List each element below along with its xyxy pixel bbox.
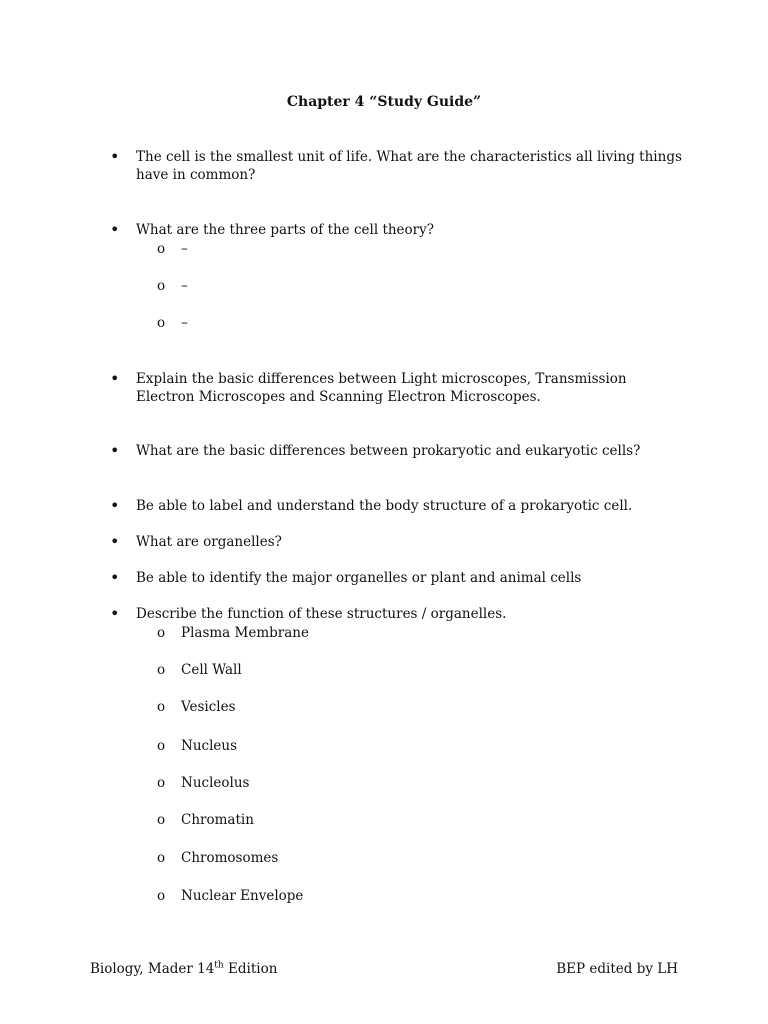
organelle-label: Chromatin	[181, 812, 254, 828]
question-text: The cell is the smallest unit of life. What are the characteristics all living things have in common?	[136, 149, 682, 183]
question-text: Be able to identify the major organelles or plant and animal cells	[136, 570, 582, 586]
circle-bullet-icon: o	[157, 812, 166, 828]
bullet-icon: •	[110, 568, 120, 587]
bullet-icon: •	[110, 369, 120, 388]
bullet-icon: •	[110, 496, 120, 515]
question-text: What are organelles?	[136, 534, 282, 550]
footer-book-title: Biology, Mader 14	[90, 961, 215, 977]
answer-blank: –	[181, 278, 188, 294]
question-text: Describe the function of these structures / organelles.	[136, 606, 507, 622]
circle-bullet-icon: o	[157, 699, 166, 715]
circle-bullet-icon: o	[157, 850, 166, 866]
bullet-icon: •	[110, 220, 120, 239]
bullet-icon: •	[110, 441, 120, 460]
organelle-label: Nucleolus	[181, 775, 250, 791]
organelle-label: Nucleus	[181, 738, 237, 754]
page-title: Chapter 4 “Study Guide”	[286, 94, 482, 110]
circle-bullet-icon: o	[157, 625, 166, 641]
answer-blank: –	[181, 315, 188, 331]
circle-bullet-icon: o	[157, 888, 166, 904]
question-text: Be able to label and understand the body structure of a prokaryotic cell.	[136, 498, 633, 514]
footer-left	[90, 960, 277, 978]
bullet-icon: •	[110, 532, 120, 551]
circle-bullet-icon: o	[157, 738, 166, 754]
circle-bullet-icon: o	[157, 775, 166, 791]
organelle-label: Nuclear Envelope	[181, 888, 304, 904]
bullet-icon: •	[110, 147, 120, 166]
question-text: What are the basic differences between prokaryotic and eukaryotic cells?	[136, 443, 641, 459]
circle-bullet-icon: o	[157, 241, 166, 257]
organelle-label: Chromosomes	[181, 850, 279, 866]
organelle-label: Plasma Membrane	[181, 625, 309, 641]
organelle-label: Vesicles	[181, 699, 236, 715]
organelle-label: Cell Wall	[181, 662, 242, 678]
circle-bullet-icon: o	[157, 315, 166, 331]
footer-right: BEP edited by LH	[556, 961, 678, 977]
question-text: What are the three parts of the cell theory?	[136, 222, 434, 238]
bullet-icon: •	[110, 604, 120, 623]
footer-edition: Edition	[223, 961, 278, 977]
footer-superscript: th	[214, 960, 224, 971]
question-text: Explain the basic differences between Light microscopes, Transmission Electron Microscopes and Scanning Electron Microscopes.	[136, 371, 627, 405]
circle-bullet-icon: o	[157, 662, 166, 678]
circle-bullet-icon: o	[157, 278, 166, 294]
answer-blank: –	[181, 241, 188, 257]
